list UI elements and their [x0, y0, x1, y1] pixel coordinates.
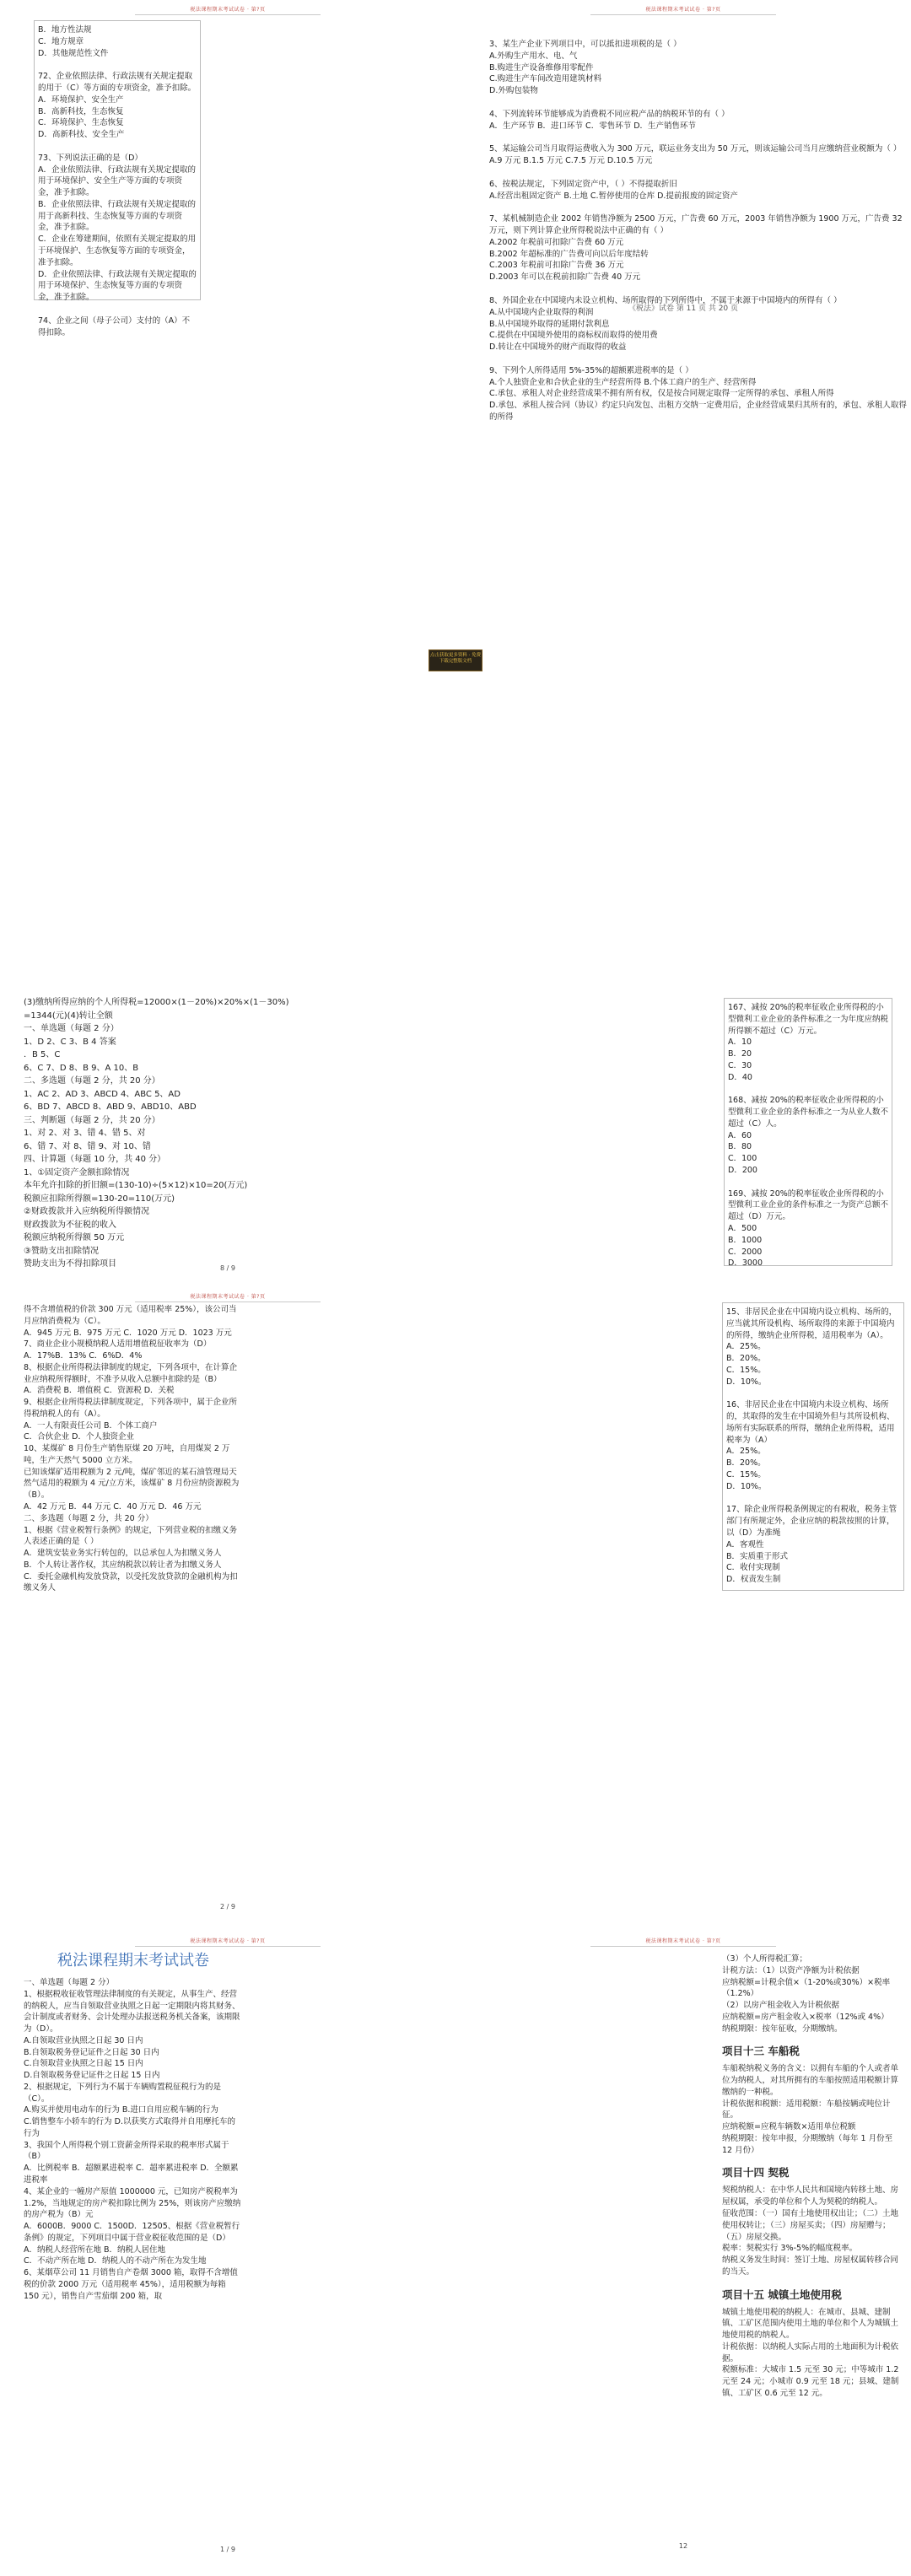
section-heading: 项目十四 契税: [722, 2166, 790, 2180]
text-line: ②财政拨款并入应纳税所得额情况: [24, 1207, 149, 1216]
text-line: A．企业依照法律、行政法规有关规定提取的用于环境保护、安全生产等方面的专项资金，准予扣除。: [38, 164, 196, 198]
spacer: [489, 353, 911, 365]
text-line: A.个人独资企业和合伙企业的生产经营所得 B.个体工商户的生产、经营所得: [489, 377, 757, 387]
text-line: A．945 万元 B．975 万元 C．1020 万元 D．1023 万元: [24, 1328, 232, 1338]
text-line: 6、C 7、D 8、B 9、A 10、B: [24, 1063, 139, 1073]
text-line: B.从中国境外取得的延期付款利息: [489, 319, 610, 329]
page-1: [0, 0, 456, 641]
text-line: B.2002 年超标准的广告费可向以后年度结转: [489, 249, 649, 259]
text-line: 3、我国个人所得税个别工资薪金所得采取的税率形式属于（B）: [24, 2140, 229, 2162]
text-line: 1、①固定资产金额扣除情况: [24, 1167, 130, 1178]
text-line: A.经营出租固定资产 B.土地 C.暂停使用的仓库 D.提前报废的固定资产: [489, 191, 738, 201]
page-number: 12: [678, 2542, 688, 2550]
text-line: A．25%。: [726, 1342, 766, 1352]
text-line: 2、根据规定，下列行为不属于车辆购置税征税行为的是（C）。: [24, 2082, 222, 2104]
text-line: A．6000B．9000 C．1500D．12505、根据《营业税暂行条例》的规定，下列项目中属于营业税征收范围的是（D）: [24, 2222, 240, 2243]
text-line: 8、外国企业在中国境内未设立机构、场所取得的下列所得中，不属于来源于中国境内的所得有（ ）: [489, 296, 842, 306]
text-line: 财政拨款为不征税的收入: [24, 1220, 116, 1230]
spacer: [489, 202, 911, 213]
text-line: （3）个人所得税汇算；: [722, 1954, 808, 1964]
text-line: A．生产环节 B．进口环节 C．零售环节 D．生产销售环节: [489, 121, 697, 131]
text-line: 9、下列个人所得适用 5%-35%的超额累进税率的是（ ）: [489, 365, 693, 375]
text-line: C．企业在筹建期间，依照有关规定提取的用于环境保护、生态恢复等方面的专项资金，准予扣除。: [38, 234, 197, 267]
text-line: A．17%B．13% C．6%D．4%: [24, 1351, 143, 1361]
text-line: A．一人有限责任公司 B．个体工商户: [24, 1420, 158, 1431]
page-footer: 《税法》试卷 第 11 页 共 20 页: [628, 304, 739, 313]
text-line: 本年允许扣除的折旧额=(130-10)÷(5×12)×10=20(万元): [24, 1181, 248, 1190]
text-line: 纳税期限：按年征收，分期缴纳。: [722, 2024, 843, 2034]
text-line: 税率：契税实行 3%-5%的幅度税率。: [722, 2244, 858, 2254]
text-line: A．环境保护、安全生产: [38, 94, 124, 105]
text-line: 计税依据和税额：适用税额：车船按辆或吨位计征。: [722, 2099, 891, 2121]
text-line: D．企业依照法律、行政法规有关规定提取的用于环境保护、生态恢复等方面的专项资金，准予扣除。: [38, 269, 197, 303]
text-line: =1344(元)(4)转让全额: [24, 1010, 113, 1021]
text-line: 4、下列流转环节能够成为消费税不同应税产品的纳税环节的有（ ）: [489, 109, 730, 119]
section-body: [722, 2063, 901, 2156]
page-4: [456, 644, 911, 1285]
text-line: 征收范围：（一）国有土地使用权出让；（二）土地使用权转让；（三）房屋买卖；（四）房屋赠与；（五）房屋交换。: [722, 2209, 899, 2242]
text-line: 6、错 7、对 8、错 9、对 10、错: [24, 1141, 151, 1151]
text-line: A．消费税 B．增值税 C．资源税 D．关税: [24, 1386, 175, 1396]
text-line: 6、BD 7、ABCD 8、ABD 9、ABD10、ABD: [24, 1102, 197, 1112]
text-line: 3、某生产企业下列项目中，可以抵扣进项税的是（ ）: [489, 40, 682, 49]
text-line: 税额应纳税所得额 50 万元: [24, 1233, 125, 1242]
text-line: D．10%。: [726, 1481, 767, 1491]
text-line: 1、对 2、对 3、错 4、错 5、对: [24, 1129, 146, 1138]
text-line: 一、单选题（每题 2 分）: [24, 1024, 119, 1033]
page-number: 1 / 9: [220, 2546, 235, 2553]
spacer: [726, 1492, 900, 1504]
question-box: [722, 1302, 904, 1591]
text-line: 167、减按 20%的税率征收企业所得税的小型微利工业企业的条件标准之一为年度应纳税所得额不超过（C）万元。: [728, 1003, 889, 1036]
text-line: D.转让在中国境外的财产而取得的收益: [489, 342, 627, 353]
spacer: [726, 1388, 900, 1399]
text-line: D.2003 年可以在税前扣除广告费 40 万元: [489, 272, 641, 283]
text-line: 契税纳税人：在中华人民共和国境内转移土地、房屋权属，承受的单位和个人为契税的纳税人。: [722, 2185, 899, 2207]
section-body: [722, 2185, 901, 2277]
text-line: A.外购生产用水、电、气: [489, 51, 578, 61]
text-line: B．20%。: [726, 1354, 766, 1364]
text-line: D．40: [728, 1072, 752, 1082]
question-list: [24, 1304, 243, 1594]
spacer: [38, 141, 197, 153]
question-list: [489, 39, 911, 423]
text-line: A．25%。: [726, 1447, 766, 1457]
text-line: 1、根据税收征收管理法律制度的有关规定，从事生产、经营的纳税人，应当自领取营业执照之日起一定期限内将其财务、会计制度或者财务、会计处理办法报送税务机关备案，该期限为（D）。: [24, 1989, 240, 2034]
page-header: 税法课程期末考试试卷 · 第?页: [456, 5, 911, 15]
page-number: 8 / 9: [220, 1264, 235, 1272]
text-line: D.外购包装物: [489, 86, 538, 96]
text-line: 一、单选题（每题 2 分）: [24, 1978, 115, 1987]
text-line: 5、某运输公司当月取得运费收入为 300 万元，联运业务支出为 50 万元，则该运输公司当月应缴纳营业税额为（ ）: [489, 144, 902, 154]
text-line: B．80: [728, 1142, 752, 1152]
page-5: [0, 1287, 456, 1928]
page-number: 2 / 9: [220, 1903, 235, 1910]
text-line: 7、商业企业小规模纳税人适用增值税征收率为（D）: [24, 1339, 212, 1350]
text-line: 6、按税法规定，下列固定资产中，（ ）不得提取折旧: [489, 179, 677, 189]
page-header: 税法课程期末考试试卷 · 第?页: [0, 5, 456, 15]
text-line: 纳税期限：按年申报，分期缴纳（每年 1 月份至 12 月份）: [722, 2133, 893, 2155]
text-line: C.2003 年税前可扣除广告费 36 万元: [489, 261, 624, 271]
text-line: A．比例税率 B．超额累进税率 C．超率累进税率 D．全额累进税率: [24, 2164, 239, 2185]
text-line: (3)缴纳所得应纳的个人所得税=12000×(1－20%)×20%×(1－30%): [24, 998, 289, 1007]
section-body: [722, 2307, 901, 2400]
text-line: 169、减按 20%的税率征收企业所得税的小型微利工业企业的条件标准之一为资产总额不超过（D）万元。: [728, 1188, 889, 1222]
spacer: [38, 304, 197, 315]
text-line: 17、除企业所得税条例规定的有税收，税务主管部门有所规定外，企业应纳的税款按照的计算，以（D）为准绳: [726, 1505, 898, 1539]
text-line: 税额标准：大城市 1.5 元至 30 元；中等城市 1.2 元至 24 元；小城市 0.9 元至 18 元；县城、建制镇、工矿区 0.6 元至 12 元。: [722, 2365, 899, 2398]
text-line: ．B 5、C: [24, 1050, 61, 1059]
text-line: C．环境保护、生态恢复: [38, 118, 124, 128]
section-heading: 项目十五 城镇土地使用税: [722, 2288, 842, 2301]
text-line: （2）以房产租金收入为计税依据: [722, 2001, 840, 2011]
text-line: 1、根据《营业税暂行条例》的规定，下列营业税的扣缴义务人表述正确的是（ ）: [24, 1525, 238, 1547]
text-line: A．42 万元 B．44 万元 C．40 万元 D．46 万元: [24, 1502, 202, 1512]
text-line: B．实质重于形式: [726, 1551, 789, 1561]
text-line: C．地方规章: [38, 36, 84, 46]
page-3: [0, 644, 456, 1285]
text-line: C．委托金融机构发放贷款，以受托发放贷款的金融机构为扣缴义务人: [24, 1571, 238, 1593]
page-header: 税法课程期末考试试卷 · 第?页: [0, 1937, 456, 1947]
text-line: 15、非居民企业在中国境内设立机构、场所的，应当就其所设机构、场所取得的来源于中国境内的所得，缴纳企业所得税，适用税率为（A）。: [726, 1307, 898, 1340]
text-line: 赞助支出为不得扣除项目: [24, 1259, 116, 1269]
answer-list: [24, 996, 412, 1271]
text-line: A.购买并使用电动车的行为 B.进口自用应税车辆的行为: [24, 2105, 218, 2115]
spacer: [728, 1083, 888, 1095]
text-line: D．其他规范性文件: [38, 48, 109, 58]
text-line: B．20%。: [726, 1458, 766, 1469]
text-line: A.自领取营业执照之日起 30 日内: [24, 2035, 143, 2045]
text-line: 二、多选题（每题 2 分，共 20 分）: [24, 1076, 160, 1086]
page-2: [456, 0, 911, 641]
text-line: A．60: [728, 1130, 752, 1140]
text-line: 9、根据企业所得税法律制度规定，下列各项中，属于企业所得税纳税人的有（A）。: [24, 1398, 238, 1419]
text-line: 16、非居民企业在中国境内未设立机构、场所的，其取得的发生在中国境外但与其所设机构、场所有实际联系的所得，缴纳企业所得税，适用税率为（A）: [726, 1400, 895, 1445]
spacer: [38, 59, 197, 71]
tax-notes: [722, 1954, 901, 2034]
text-line: D．10%。: [726, 1377, 767, 1387]
text-line: A.9 万元 B.1.5 万元 C.7.5 万元 D.10.5 万元: [489, 156, 653, 166]
text-line: C．15%。: [726, 1469, 766, 1479]
text-line: A．客观性: [726, 1539, 764, 1549]
text-line: D．权责发生制: [726, 1575, 781, 1585]
text-line: 1、AC 2、AD 3、ABCD 4、ABC 5、AD: [24, 1089, 181, 1099]
text-line: A．10: [728, 1037, 752, 1048]
section-heading: 项目十三 车船税: [722, 2045, 800, 2058]
text-line: 得不含增值税的价款 300 万元（适用税率 25%），该公司当月应纳消费税为（C）。: [24, 1305, 237, 1326]
text-line: B．20: [728, 1049, 752, 1059]
text-line: B．高新科技，生态恢复: [38, 106, 124, 116]
text-line: 已知该煤矿适用税额为 2 元/吨，煤矿邻近的某石油管理局天然气适用的税额为 4 元/立方米，该煤矿 8 月份应纳资源税为（B）。: [24, 1467, 240, 1501]
text-line: 应纳税额=房产租金收入×税率（12%或 4%）: [722, 2012, 889, 2022]
text-line: A．纳税人经营所在地 B．纳税人居住地: [24, 2245, 166, 2255]
download-banner[interactable]: 点击获取更多资料 · 免费下载完整版文档: [429, 649, 482, 671]
text-line: 6、某烟草公司 11 月销售自产卷烟 3000 箱，取得不含增值税的价款 2000 万元（适用税率 45%），适用税额为每箱 150 元），销售自产雪茄烟 200 箱，取: [24, 2268, 238, 2301]
text-line: 1、D 2、C 3、B 4 答案: [24, 1037, 116, 1047]
text-line: A.2002 年税前可扣除广告费 60 万元: [489, 237, 624, 247]
text-line: 7、某机械制造企业 2002 年销售净额为 2500 万元，广告费 60 万元，2003 年销售净额为 1900 万元，广告费 32 万元，则下列计算企业所得税说法中正确的有（ ）: [489, 214, 903, 236]
text-line: 72、企业依照法律、行政法规有关规定提取的用于（C）等方面的专项资金，准予扣除。: [38, 72, 197, 94]
text-line: B．企业依照法律、行政法规有关规定提取的用于高新科技、生态恢复等方面的专项资金，准予扣除。: [38, 199, 197, 233]
spacer: [489, 97, 911, 109]
spacer: [489, 283, 911, 295]
text-line: B.自领取税务登记证件之日起 30 日内: [24, 2047, 159, 2057]
page-header: 税法课程期末考试试卷 · 第?页: [0, 1292, 456, 1302]
text-line: A．500: [728, 1224, 757, 1234]
text-line: 城镇土地使用税的纳税人：在城市、县城、建制镇、工矿区范围内使用土地的单位和个人为城镇土地使用税的纳税人。: [722, 2307, 899, 2341]
text-line: 三、判断题（每题 2 分，共 20 分）: [24, 1115, 160, 1125]
text-line: 8、根据企业所得税法律制度的规定，下列各项中，在计算企业应纳税所得额时，不准予从收入总额中扣除的是（B）: [24, 1362, 238, 1384]
text-line: 应纳税额=应税车辆数×适用单位税额: [722, 2122, 856, 2132]
text-line: C．15%。: [726, 1365, 766, 1375]
page-header: 税法课程期末考试试卷 · 第?页: [456, 1937, 911, 1947]
text-line: D．3000: [728, 1258, 763, 1269]
text-line: A.从中国境内企业取得的利润: [489, 307, 594, 317]
text-line: C.自领取营业执照之日起 15 日内: [24, 2059, 143, 2069]
text-line: 计税依据：以纳税人实际占用的土地面积为计税依据。: [722, 2342, 899, 2363]
text-line: D.承包、承租人按合同（协议）约定只向发包、出租方交纳一定费用后，企业经营成果归其所有的，承包、承租人取得的所得: [489, 401, 907, 422]
text-line: C.销售整车小轿车的行为 D.以获奖方式取得并自用摩托车的行为: [24, 2117, 236, 2138]
text-line: 税额应扣除所得额=130-20=110(万元): [24, 1194, 175, 1204]
text-line: C．30: [728, 1060, 752, 1070]
text-line: D．高新科技、安全生产: [38, 130, 125, 140]
text-line: 74、企业之间（母子公司）支付的（A）不得扣除。: [38, 315, 191, 337]
spacer: [489, 167, 911, 179]
text-line: A．建筑安装业务实行转包的，以总承包人为扣缴义务人: [24, 1549, 222, 1559]
text-line: C.承包、承租人对企业经营成果不拥有所有权，仅是按合同规定取得一定所得的承包、承租人所得: [489, 389, 834, 399]
text-line: 车船税纳税义务的含义：以拥有车船的个人或者单位为纳税人，对其所拥有的车船按照适用税额计算缴纳的一种税。: [722, 2064, 899, 2097]
text-line: B．1000: [728, 1235, 763, 1245]
text-line: 四、计算题（每题 10 分，共 40 分）: [24, 1155, 166, 1164]
text-line: C．收付实现制: [726, 1563, 780, 1573]
text-line: 4、某企业的一幢房产原值 1000000 元，已知房产税税率为 1.2%，当地规定的房产税扣除比例为 25%，则该房产应缴纳的房产税为（B）元: [24, 2186, 241, 2220]
text-line: ③赞助支出扣除情况: [24, 1246, 99, 1256]
question-box: [724, 998, 892, 1269]
text-line: C．2000: [728, 1247, 763, 1257]
text-line: 73、下列说法正确的是（D）: [38, 153, 143, 163]
spacer: [728, 1177, 888, 1188]
text-line: C.提供在中国境外使用的商标权而取得的使用费: [489, 331, 658, 341]
exam-title: 税法课程期末考试试卷: [57, 1952, 209, 1970]
page-6: [456, 1287, 911, 1928]
page-8: [456, 1932, 911, 2573]
text-line: 计税方法：（1）以资产净额为计税依据: [722, 1965, 860, 1975]
text-line: D.自领取税务登记证件之日起 15 日内: [24, 2071, 160, 2081]
question-list: [24, 1977, 243, 2302]
text-line: D．200: [728, 1165, 757, 1175]
text-line: 应纳税额=计税余值×（1-20%或30%）×税率（1.2%）: [722, 1977, 891, 1999]
text-line: B．地方性法规: [38, 25, 92, 35]
text-line: C．100: [728, 1154, 757, 1164]
spacer: [489, 132, 911, 143]
text-line: C.购进生产车间改造用建筑材料: [489, 74, 602, 84]
text-line: 纳税义务发生时间：签订土地、房屋权属转移合同的当天。: [722, 2255, 899, 2277]
page-7: [0, 1932, 456, 2573]
text-line: 168、减按 20%的税率征收企业所得税的小型微利工业企业的条件标准之一为从业人数不超过（C）人。: [728, 1096, 889, 1129]
text-line: 10、某煤矿 8 月份生产销售原煤 20 万吨，自用煤炭 2 万吨，生产天然气 5000 立方米。: [24, 1444, 230, 1465]
text-line: B．个人转让著作权，其应纳税款以转让者为扣缴义务人: [24, 1560, 222, 1570]
text-line: C．不动产所在地 D．纳税人的不动产所在为发生地: [24, 2256, 207, 2266]
text-line: C．合伙企业 D．个人独资企业: [24, 1432, 134, 1442]
text-line: 二、多选题（每题 2 分，共 20 分）: [24, 1513, 154, 1523]
question-box: [34, 20, 201, 337]
text-line: B.购进生产设备维修用零配件: [489, 62, 594, 73]
